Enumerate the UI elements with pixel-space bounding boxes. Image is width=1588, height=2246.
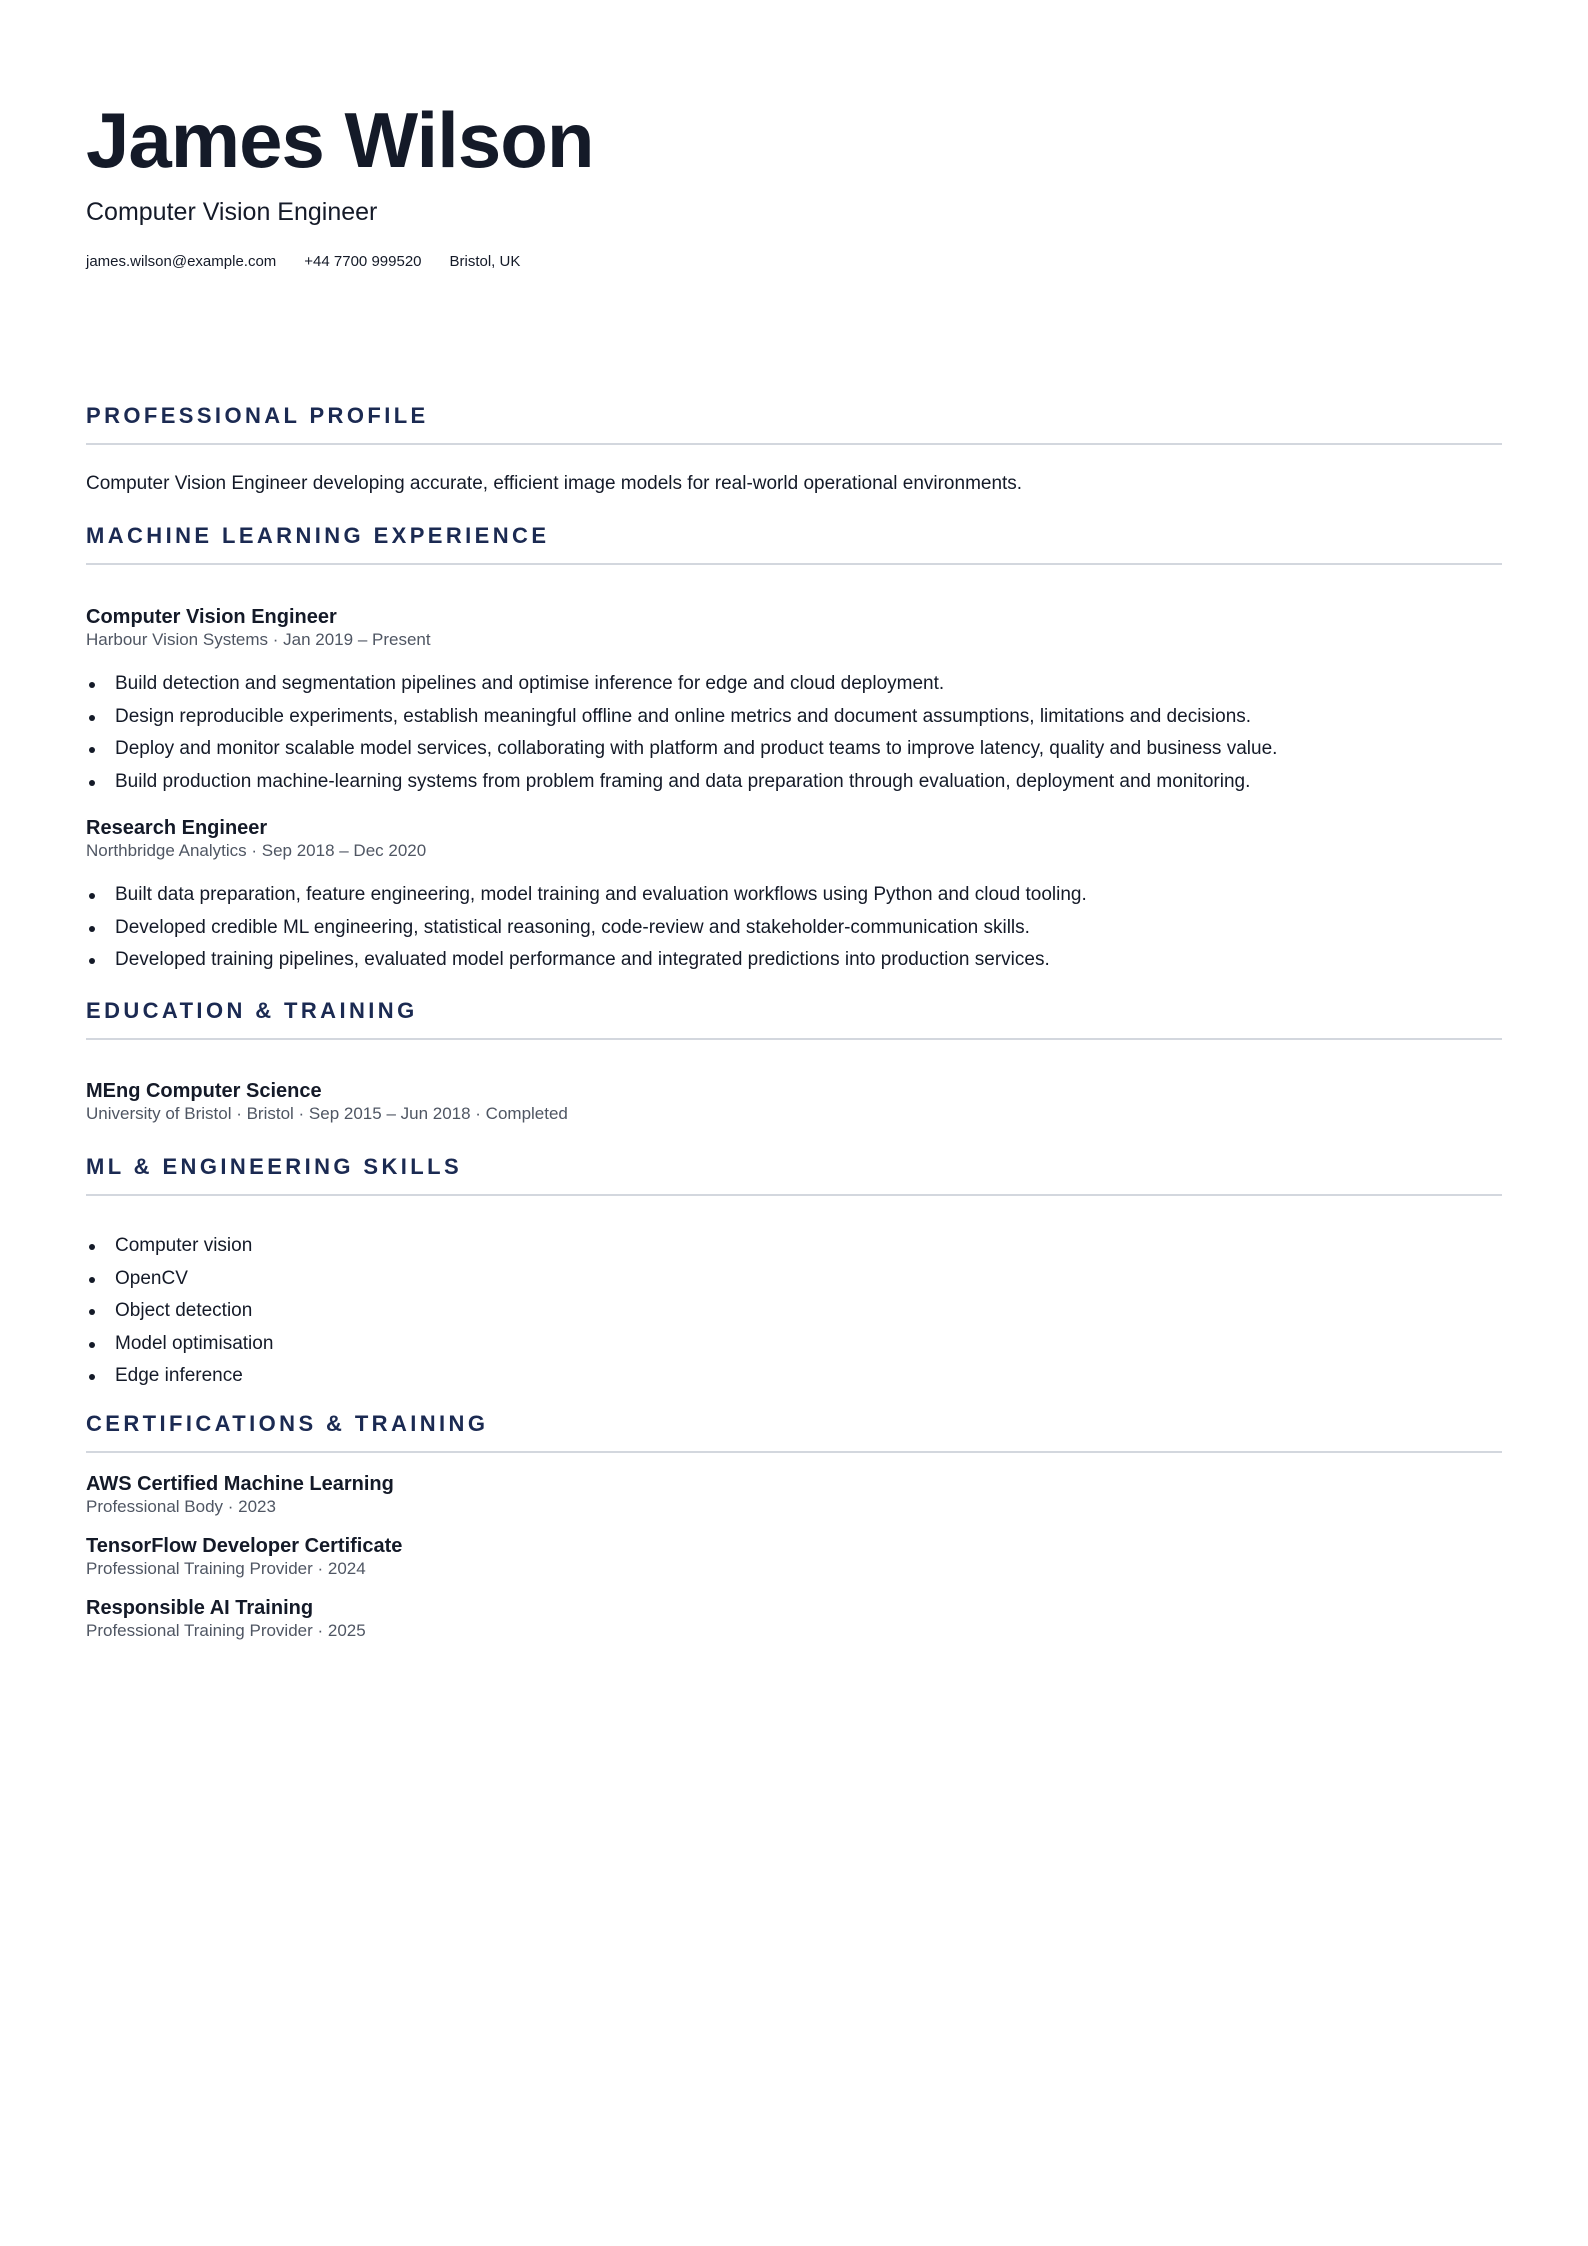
list-item: Build detection and segmentation pipelines and optimise inference for edge and cloud deployment. [86,668,1502,701]
cert-entry [86,1534,1502,1580]
skills-list [86,1230,1502,1393]
list-item: Built data preparation, feature engineering, model training and evaluation workflows using Python and cloud tooling. [86,879,1502,912]
skill-item: Edge inference [86,1360,1502,1393]
cert-entry [86,1596,1502,1642]
cert-meta: Professional Training Provider · 2024 [86,1559,366,1578]
section-certifications [86,1409,1502,1642]
job-title: Computer Vision Engineer [86,606,337,628]
education-entry [86,1079,1502,1125]
job-meta: Northbridge Analytics · Sep 2018 – Dec 2020 [86,841,427,860]
cert-title: AWS Certified Machine Learning [86,1473,394,1495]
job-bullets [86,668,1502,798]
cert-title: TensorFlow Developer Certificate [86,1535,403,1557]
skill-item: Object detection [86,1295,1502,1328]
skill-item: Computer vision [86,1230,1502,1263]
list-item: Build production machine-learning systems from problem framing and data preparation through evaluation, deployment and monitoring. [86,766,1502,799]
list-item: Developed training pipelines, evaluated model performance and integrated predictions into production services. [86,944,1502,977]
list-item: Developed credible ML engineering, statistical reasoning, code-review and stakeholder-communication skills. [86,912,1502,945]
degree-title: MEng Computer Science [86,1080,322,1102]
section-divider [86,1194,1502,1196]
section-profile [86,401,1502,498]
list-item: Deploy and monitor scalable model services, collaborating with platform and product teams to improve latency, quality and business value. [86,733,1502,766]
cert-title: Responsible AI Training [86,1597,314,1619]
resume-header [86,0,1502,270]
section-heading: ML & ENGINEERING SKILLS [86,1154,463,1179]
contact-location: Bristol, UK [449,253,521,270]
job-bullets [86,879,1502,977]
profile-summary: Computer Vision Engineer developing accurate, efficient image models for real-world operational environments. [86,473,1023,494]
section-skills [86,1152,1502,1393]
cert-meta: Professional Body · 2023 [86,1497,276,1516]
contact-phone[interactable]: +44 7700 999520 [304,253,422,270]
candidate-title: Computer Vision Engineer [86,198,378,226]
candidate-name: James Wilson [86,96,594,184]
section-divider [86,1038,1502,1040]
list-item: Design reproducible experiments, establish meaningful offline and online metrics and document assumptions, limitations and decisions. [86,701,1502,734]
section-experience [86,521,1502,977]
contact-line [86,253,520,270]
skill-item: OpenCV [86,1263,1502,1296]
section-heading: MACHINE LEARNING EXPERIENCE [86,523,550,548]
cert-meta: Professional Training Provider · 2025 [86,1621,366,1640]
section-heading: EDUCATION & TRAINING [86,998,418,1023]
contact-email[interactable]: james.wilson@example.com [86,253,277,270]
job-entry [86,605,1502,798]
skill-item: Model optimisation [86,1328,1502,1361]
degree-meta: University of Bristol · Bristol · Sep 2015 – Jun 2018 · Completed [86,1104,568,1123]
section-heading: CERTIFICATIONS & TRAINING [86,1411,489,1436]
job-title: Research Engineer [86,817,268,839]
section-heading: PROFESSIONAL PROFILE [86,403,429,428]
cert-entry [86,1472,1502,1518]
section-divider [86,563,1502,565]
section-divider [86,443,1502,445]
section-divider [86,1451,1502,1453]
job-entry [86,816,1502,977]
section-education [86,996,1502,1125]
job-meta: Harbour Vision Systems · Jan 2019 – Present [86,630,431,649]
